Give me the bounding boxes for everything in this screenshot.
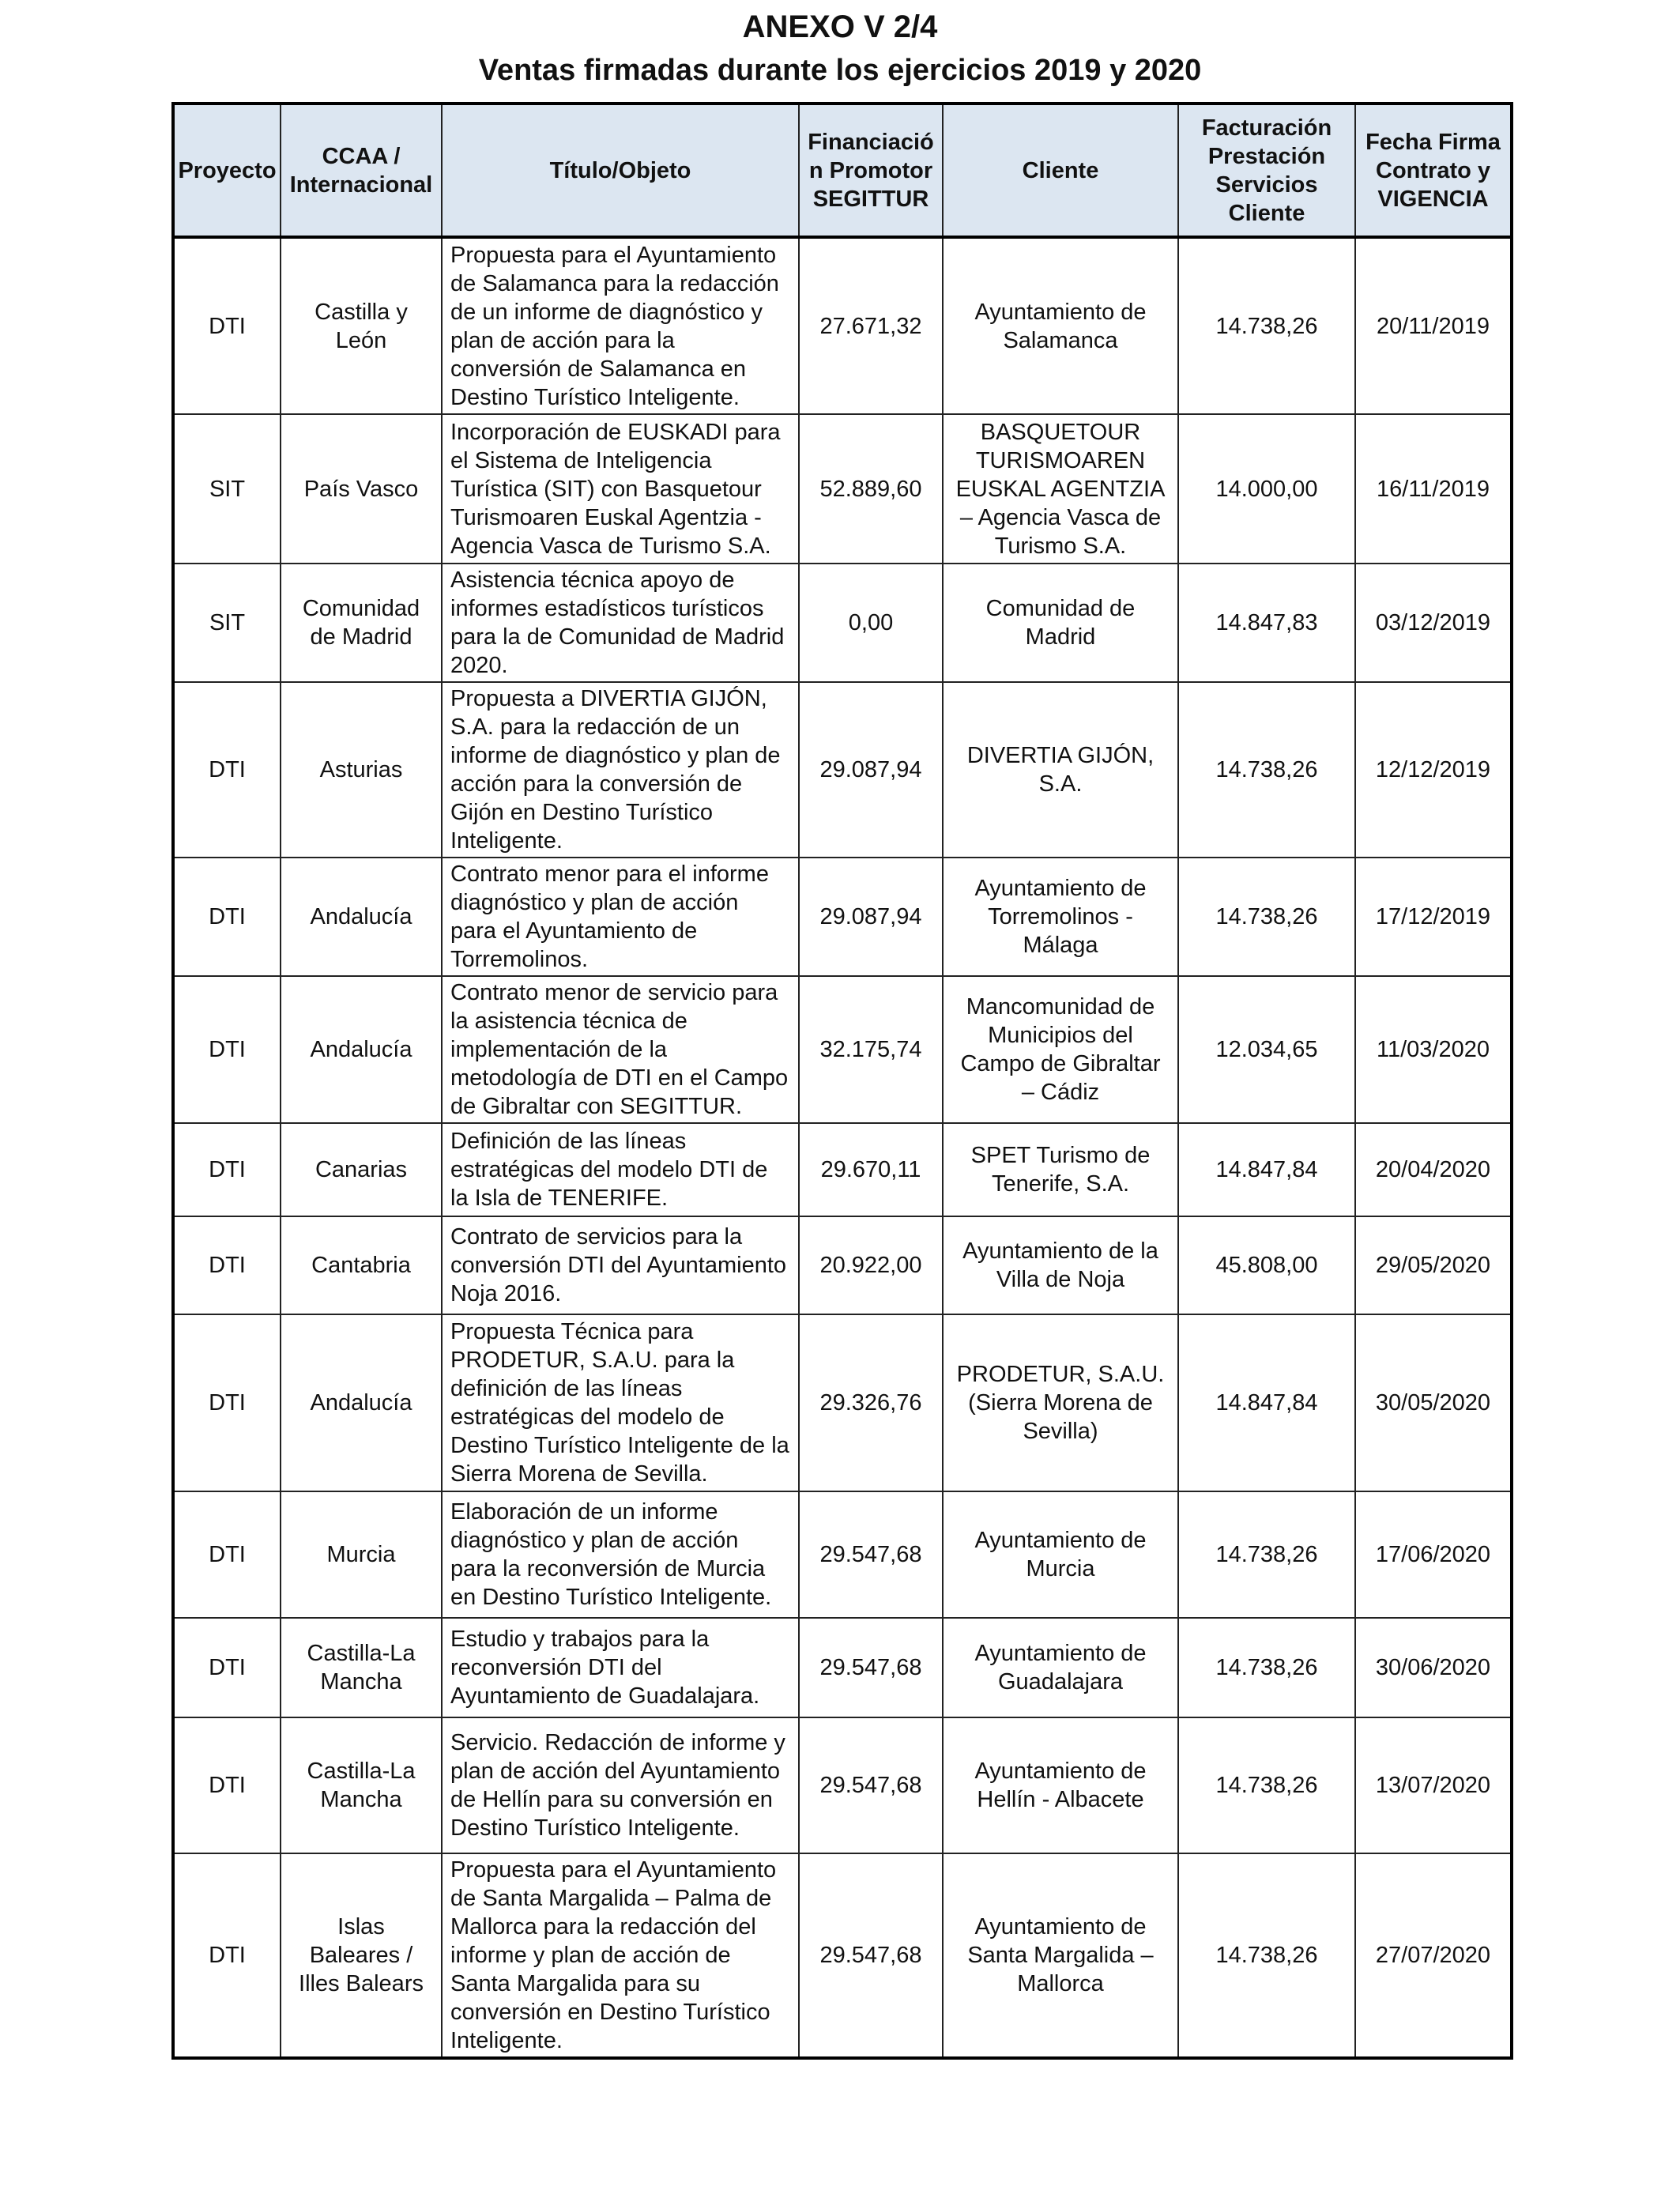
cell-proyecto: SIT <box>173 414 281 564</box>
cell-proyecto: DTI <box>173 976 281 1123</box>
table-row <box>173 1216 1512 1314</box>
cell-fecha: 11/03/2020 <box>1355 976 1512 1123</box>
cell-titulo: Elaboración de un informe diagnóstico y plan de acción para la reconversión de Murcia en Destino Turístico Inteligente. <box>442 1491 799 1618</box>
table-row <box>173 237 1512 414</box>
cell-facturacion: 12.034,65 <box>1178 976 1355 1123</box>
cell-facturacion: 14.738,26 <box>1178 858 1355 976</box>
table-body <box>173 237 1512 2058</box>
cell-financiacion: 29.670,11 <box>799 1123 943 1216</box>
cell-fecha: 17/06/2020 <box>1355 1491 1512 1618</box>
cell-facturacion: 45.808,00 <box>1178 1216 1355 1314</box>
sales-table <box>171 102 1513 2060</box>
cell-facturacion: 14.847,84 <box>1178 1123 1355 1216</box>
cell-fecha: 30/06/2020 <box>1355 1618 1512 1717</box>
cell-proyecto: DTI <box>173 237 281 414</box>
table-row <box>173 1717 1512 1853</box>
cell-facturacion: 14.847,83 <box>1178 564 1355 682</box>
cell-proyecto: DTI <box>173 1314 281 1491</box>
cell-financiacion: 29.087,94 <box>799 858 943 976</box>
cell-ccaa: Andalucía <box>281 976 442 1123</box>
cell-financiacion: 29.326,76 <box>799 1314 943 1491</box>
cell-ccaa: Castilla y León <box>281 237 442 414</box>
cell-cliente: Ayuntamiento de la Villa de Noja <box>943 1216 1178 1314</box>
cell-financiacion: 0,00 <box>799 564 943 682</box>
cell-proyecto: SIT <box>173 564 281 682</box>
cell-fecha: 13/07/2020 <box>1355 1717 1512 1853</box>
cell-cliente: BASQUETOUR TURISMOAREN EUSKAL AGENTZIA – Agencia Vasca de Turismo S.A. <box>943 414 1178 564</box>
cell-financiacion: 52.889,60 <box>799 414 943 564</box>
cell-financiacion: 29.547,68 <box>799 1853 943 2058</box>
table-row <box>173 858 1512 976</box>
cell-facturacion: 14.738,26 <box>1178 1853 1355 2058</box>
cell-titulo: Definición de las líneas estratégicas del modelo DTI de la Isla de TENERIFE. <box>442 1123 799 1216</box>
cell-ccaa: Comunidad de Madrid <box>281 564 442 682</box>
table-header <box>173 104 1512 237</box>
cell-cliente: DIVERTIA GIJÓN, S.A. <box>943 682 1178 858</box>
col-header-ccaa: CCAA / Internacional <box>281 104 442 237</box>
table-row <box>173 414 1512 564</box>
table-row <box>173 564 1512 682</box>
table-row <box>173 1618 1512 1717</box>
cell-titulo: Propuesta para el Ayuntamiento de Salamanca para la redacción de un informe de diagnóstico y plan de acción para la conversión de Salamanca en Destino Turístico Inteligente. <box>442 237 799 414</box>
cell-titulo: Estudio y trabajos para la reconversión DTI del Ayuntamiento de Guadalajara. <box>442 1618 799 1717</box>
cell-ccaa: Castilla-La Mancha <box>281 1618 442 1717</box>
cell-facturacion: 14.000,00 <box>1178 414 1355 564</box>
cell-facturacion: 14.738,26 <box>1178 237 1355 414</box>
cell-financiacion: 29.547,68 <box>799 1717 943 1853</box>
cell-titulo: Servicio. Redacción de informe y plan de acción del Ayuntamiento de Hellín para su conversión en Destino Turístico Inteligente. <box>442 1717 799 1853</box>
table-row <box>173 976 1512 1123</box>
cell-ccaa: Asturias <box>281 682 442 858</box>
cell-fecha: 30/05/2020 <box>1355 1314 1512 1491</box>
cell-ccaa: Murcia <box>281 1491 442 1618</box>
cell-fecha: 29/05/2020 <box>1355 1216 1512 1314</box>
col-header-facturacion: Facturación Prestación Servicios Cliente <box>1178 104 1355 237</box>
cell-proyecto: DTI <box>173 1853 281 2058</box>
cell-financiacion: 27.671,32 <box>799 237 943 414</box>
cell-facturacion: 14.738,26 <box>1178 682 1355 858</box>
cell-fecha: 20/11/2019 <box>1355 237 1512 414</box>
cell-proyecto: DTI <box>173 682 281 858</box>
cell-titulo: Propuesta a DIVERTIA GIJÓN, S.A. para la redacción de un informe de diagnóstico y plan de acción para la conversión de Gijón en Destino Turístico Inteligente. <box>442 682 799 858</box>
cell-proyecto: DTI <box>173 1216 281 1314</box>
cell-facturacion: 14.738,26 <box>1178 1491 1355 1618</box>
cell-ccaa: Cantabria <box>281 1216 442 1314</box>
cell-fecha: 12/12/2019 <box>1355 682 1512 858</box>
cell-ccaa: Islas Baleares / Illes Balears <box>281 1853 442 2058</box>
col-header-titulo: Título/Objeto <box>442 104 799 237</box>
col-header-proyecto: Proyecto <box>173 104 281 237</box>
cell-titulo: Propuesta Técnica para PRODETUR, S.A.U. para la definición de las líneas estratégicas del modelo de Destino Turístico Inteligente de la Sierra Morena de Sevilla. <box>442 1314 799 1491</box>
cell-financiacion: 29.547,68 <box>799 1491 943 1618</box>
cell-titulo: Propuesta para el Ayuntamiento de Santa Margalida – Palma de Mallorca para la redacción del informe y plan de acción de Santa Margalida para su conversión en Destino Turístico Inteligente. <box>442 1853 799 2058</box>
cell-cliente: PRODETUR, S.A.U. (Sierra Morena de Sevilla) <box>943 1314 1178 1491</box>
cell-financiacion: 20.922,00 <box>799 1216 943 1314</box>
cell-cliente: Mancomunidad de Municipios del Campo de Gibraltar – Cádiz <box>943 976 1178 1123</box>
cell-cliente: SPET Turismo de Tenerife, S.A. <box>943 1123 1178 1216</box>
cell-ccaa: Andalucía <box>281 858 442 976</box>
cell-titulo: Contrato menor para el informe diagnóstico y plan de acción para el Ayuntamiento de Torremolinos. <box>442 858 799 976</box>
cell-financiacion: 29.547,68 <box>799 1618 943 1717</box>
cell-fecha: 16/11/2019 <box>1355 414 1512 564</box>
cell-ccaa: País Vasco <box>281 414 442 564</box>
cell-ccaa: Canarias <box>281 1123 442 1216</box>
page-subtitle: Ventas firmadas durante los ejercicios 2019 y 2020 <box>478 54 1202 87</box>
cell-proyecto: DTI <box>173 858 281 976</box>
cell-cliente: Ayuntamiento de Murcia <box>943 1491 1178 1618</box>
cell-cliente: Comunidad de Madrid <box>943 564 1178 682</box>
annex-title: ANEXO V 2/4 <box>742 9 938 44</box>
cell-proyecto: DTI <box>173 1618 281 1717</box>
table-row <box>173 1491 1512 1618</box>
cell-fecha: 17/12/2019 <box>1355 858 1512 976</box>
cell-fecha: 03/12/2019 <box>1355 564 1512 682</box>
cell-cliente: Ayuntamiento de Hellín - Albacete <box>943 1717 1178 1853</box>
cell-fecha: 20/04/2020 <box>1355 1123 1512 1216</box>
cell-proyecto: DTI <box>173 1491 281 1618</box>
cell-ccaa: Andalucía <box>281 1314 442 1491</box>
cell-facturacion: 14.738,26 <box>1178 1618 1355 1717</box>
cell-titulo: Contrato de servicios para la conversión DTI del Ayuntamiento Noja 2016. <box>442 1216 799 1314</box>
col-header-fecha: Fecha Firma Contrato y VIGENCIA <box>1355 104 1512 237</box>
col-header-financiacion: Financiación Promotor SEGITTUR <box>799 104 943 237</box>
cell-financiacion: 29.087,94 <box>799 682 943 858</box>
cell-cliente: Ayuntamiento de Torremolinos - Málaga <box>943 858 1178 976</box>
cell-titulo: Incorporación de EUSKADI para el Sistema de Inteligencia Turística (SIT) con Basquetour Turismoaren Euskal Agentzia - Agencia Vasca de Turismo S.A. <box>442 414 799 564</box>
cell-cliente: Ayuntamiento de Santa Margalida – Mallorca <box>943 1853 1178 2058</box>
cell-fecha: 27/07/2020 <box>1355 1853 1512 2058</box>
table-row <box>173 1853 1512 2058</box>
cell-cliente: Ayuntamiento de Guadalajara <box>943 1618 1178 1717</box>
cell-proyecto: DTI <box>173 1123 281 1216</box>
cell-cliente: Ayuntamiento de Salamanca <box>943 237 1178 414</box>
cell-titulo: Contrato menor de servicio para la asistencia técnica de implementación de la metodología de DTI en el Campo de Gibraltar con SEGITTUR. <box>442 976 799 1123</box>
cell-proyecto: DTI <box>173 1717 281 1853</box>
cell-ccaa: Castilla-La Mancha <box>281 1717 442 1853</box>
col-header-cliente: Cliente <box>943 104 1178 237</box>
table-row <box>173 1123 1512 1216</box>
cell-titulo: Asistencia técnica apoyo de informes estadísticos turísticos para la de Comunidad de Madrid 2020. <box>442 564 799 682</box>
table-row <box>173 1314 1512 1491</box>
table-row <box>173 682 1512 858</box>
cell-financiacion: 32.175,74 <box>799 976 943 1123</box>
cell-facturacion: 14.847,84 <box>1178 1314 1355 1491</box>
cell-facturacion: 14.738,26 <box>1178 1717 1355 1853</box>
